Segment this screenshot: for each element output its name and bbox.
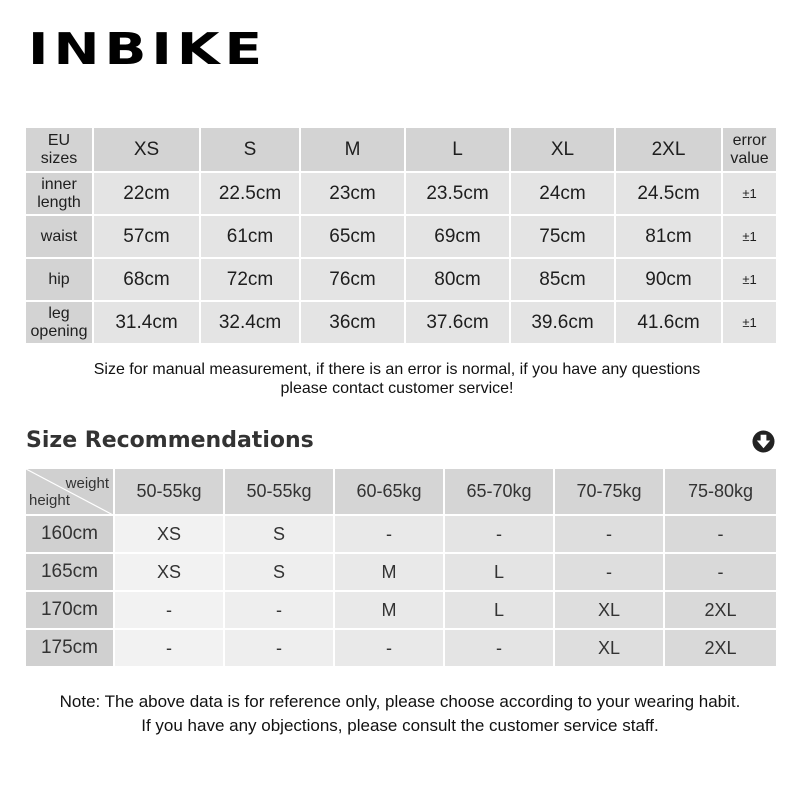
cell: L: [444, 591, 554, 629]
cell: 61cm: [200, 215, 300, 258]
table-row-160cm: [25, 515, 777, 553]
cell: 80cm: [405, 258, 510, 301]
cell: 39.6cm: [510, 301, 615, 344]
brand-logo: [28, 24, 268, 75]
section-title: Size Recommendations: [26, 428, 314, 453]
cell: -: [114, 591, 224, 629]
cell: XS: [114, 553, 224, 591]
cell: 90cm: [615, 258, 722, 301]
table-row-waist: [25, 215, 777, 258]
table-row-175cm: [25, 629, 777, 667]
weight-header: 60-65kg: [334, 468, 444, 515]
measurement-note-line2: please contact customer service!: [280, 380, 514, 397]
cell: -: [224, 629, 334, 667]
cell: 22.5cm: [200, 172, 300, 215]
error-cell: ±1: [722, 301, 777, 344]
table-row-leg-opening: [25, 301, 777, 344]
cell: 23.5cm: [405, 172, 510, 215]
table-row-170cm: [25, 591, 777, 629]
cell: 36cm: [300, 301, 405, 344]
weight-header: 75-80kg: [664, 468, 777, 515]
error-cell: ±1: [722, 172, 777, 215]
reference-note-line2: If you have any objections, please consult the customer service staff.: [141, 716, 659, 735]
cell: 22cm: [93, 172, 200, 215]
cell: -: [664, 553, 777, 591]
arrow-down-circle-icon[interactable]: [752, 430, 775, 453]
error-value-header: [722, 127, 777, 172]
cell: -: [664, 515, 777, 553]
reference-note: [0, 690, 800, 738]
header-label-line1: EU: [47, 131, 71, 149]
cell: 69cm: [405, 215, 510, 258]
cell: XL: [554, 629, 664, 667]
cell: 24.5cm: [615, 172, 722, 215]
size-header: L: [405, 127, 510, 172]
error-cell: ±1: [722, 258, 777, 301]
cell: 65cm: [300, 215, 405, 258]
error-header-line1: error: [732, 131, 767, 149]
cell: 23cm: [300, 172, 405, 215]
cell: 72cm: [200, 258, 300, 301]
height-label: 175cm: [25, 629, 114, 667]
cell: 2XL: [664, 629, 777, 667]
cell: -: [444, 629, 554, 667]
cell: -: [224, 591, 334, 629]
cell: 85cm: [510, 258, 615, 301]
cell: 31.4cm: [93, 301, 200, 344]
cell: -: [554, 515, 664, 553]
cell: -: [444, 515, 554, 553]
row-label: [25, 172, 93, 215]
size-header: XL: [510, 127, 615, 172]
size-chart-table: [24, 126, 778, 345]
cell: M: [334, 591, 444, 629]
cell: -: [334, 515, 444, 553]
height-label: 165cm: [25, 553, 114, 591]
size-header: M: [300, 127, 405, 172]
logo-text: INBIKE: [28, 24, 268, 75]
error-cell: ±1: [722, 215, 777, 258]
cell: 41.6cm: [615, 301, 722, 344]
corner-header: [25, 468, 114, 515]
cell: 37.6cm: [405, 301, 510, 344]
size-chart-header-row: [25, 127, 777, 172]
cell: -: [334, 629, 444, 667]
cell: 75cm: [510, 215, 615, 258]
height-label: 160cm: [25, 515, 114, 553]
cell: S: [224, 553, 334, 591]
size-recommendations-table: [24, 467, 778, 668]
cell: 76cm: [300, 258, 405, 301]
table-row-hip: [25, 258, 777, 301]
row-label-line1: inner: [41, 175, 77, 193]
weight-header-row: [25, 468, 777, 515]
error-header-line2: value: [730, 149, 769, 167]
measurement-note-line1: Size for manual measurement, if there is an error is normal, if you have any questions: [93, 361, 701, 378]
corner-height-label: height: [29, 492, 70, 509]
cell: -: [114, 629, 224, 667]
size-header: XS: [93, 127, 200, 172]
cell: 2XL: [664, 591, 777, 629]
eu-sizes-header: [25, 127, 93, 172]
weight-header: 50-55kg: [224, 468, 334, 515]
weight-header: 65-70kg: [444, 468, 554, 515]
cell: 81cm: [615, 215, 722, 258]
height-label: 170cm: [25, 591, 114, 629]
row-label-line2: opening: [30, 322, 88, 340]
corner-weight-label: weight: [65, 475, 109, 492]
cell: 57cm: [93, 215, 200, 258]
cell: -: [554, 553, 664, 591]
weight-header: 50-55kg: [114, 468, 224, 515]
cell: XL: [554, 591, 664, 629]
cell: 24cm: [510, 172, 615, 215]
weight-header: 70-75kg: [554, 468, 664, 515]
row-label: [25, 301, 93, 344]
cell: XS: [114, 515, 224, 553]
row-label-line1: leg: [48, 304, 70, 322]
table-row-165cm: [25, 553, 777, 591]
cell: M: [334, 553, 444, 591]
cell: L: [444, 553, 554, 591]
row-label: waist: [25, 215, 93, 258]
reference-note-line1: Note: The above data is for reference only, please choose according to your wearing habit.: [59, 692, 741, 711]
cell: 32.4cm: [200, 301, 300, 344]
row-label-line2: length: [37, 193, 81, 211]
size-header: 2XL: [615, 127, 722, 172]
size-header: S: [200, 127, 300, 172]
row-label: hip: [25, 258, 93, 301]
cell: S: [224, 515, 334, 553]
measurement-note: [0, 360, 794, 398]
header-label-line2: sizes: [40, 149, 78, 167]
table-row-inner-length: [25, 172, 777, 215]
cell: 68cm: [93, 258, 200, 301]
